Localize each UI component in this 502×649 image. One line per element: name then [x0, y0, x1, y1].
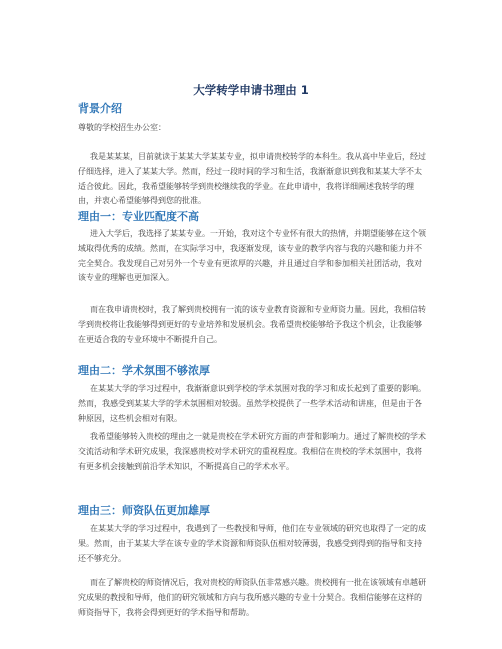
section-heading-reason-2: 理由二：学术氛围不够浓厚 — [78, 364, 210, 377]
section-heading-reason-1: 理由一：专业匹配度不高 — [78, 210, 199, 223]
document-title: 大学转学申请书理由 1 — [193, 83, 309, 97]
salutation: 尊敬的学校招生办公室： — [78, 123, 166, 132]
section-paragraph: 在某某大学的学习过程中，我遇到了一些教授和导师，他们在专业领域的研究也取得了一定的成果。然而，由于某某大学在该专业的学术资源和师资队伍相对较薄弱，我感受到得到的指导和支持还不够充分。 — [78, 524, 426, 563]
section-paragraph: 在某某大学的学习过程中，我渐渐意识到学校的学术氛围对我的学习和成长起到了重要的影响。然而，我感受到某某大学的学术氛围相对较弱。虽然学校提供了一些学术活动和讲座，但是由于各种原因，这些机会相对有限。 — [78, 384, 426, 423]
section-paragraph: 我希望能够转入贵校的理由之一就是贵校在学术研究方面的声誉和影响力。通过了解贵校的学术交流活动和学术研究成果，我深感贵校对学术研究的重视程度。我相信在贵校的学术氛围中，我将有更多机会接触到前沿学术知识，不断提高自己的学术水平。 — [78, 432, 426, 471]
section-heading-reason-3: 理由三：师资队伍更加雄厚 — [78, 504, 210, 517]
section-paragraph: 而在了解贵校的师资情况后，我对贵校的师资队伍非常感兴趣。贵校拥有一批在该领域有卓越研究成果的教授和导师，他们的研究领域和方向与我所感兴趣的专业十分契合。我相信能够在这样的师资指导下，我将会得到更好的学术指导和帮助。 — [78, 578, 426, 617]
section-paragraph: 而在我申请贵校时，我了解到贵校拥有一流的该专业教育资源和专业师资力量。因此，我相信转学到贵校将让我能够得到更好的专业培养和发展机会。我希望贵校能够给予我这个机会，让我能够在更适合我的专业环境中不断提升自己。 — [78, 305, 426, 344]
section-paragraph: 我是某某某，目前就读于某某大学某某专业，拟申请贵校转学的本科生。我从高中毕业后，经过仔细选择，进入了某某大学。然而，经过一段时间的学习和生活，我渐渐意识到我和某某大学不太适合彼此。因此，我希望能够转学到贵校继续我的学业。在此申请中，我将详细阐述我转学的理由，并衷心希望能够得到您的批准。 — [78, 152, 426, 206]
section-heading-background: 背景介绍 — [78, 102, 122, 115]
section-paragraph: 进入大学后，我选择了某某专业。一开始，我对这个专业怀有很大的热情，并期望能够在这个领域取得优秀的成绩。然而，在实际学习中，我逐渐发现，该专业的教学内容与我的兴趣和能力并不完全契合。我发现自己对另外一个专业有更浓厚的兴趣，并且通过自学和参加相关社团活动，我对该专业的理解也更加深入。 — [78, 229, 426, 283]
